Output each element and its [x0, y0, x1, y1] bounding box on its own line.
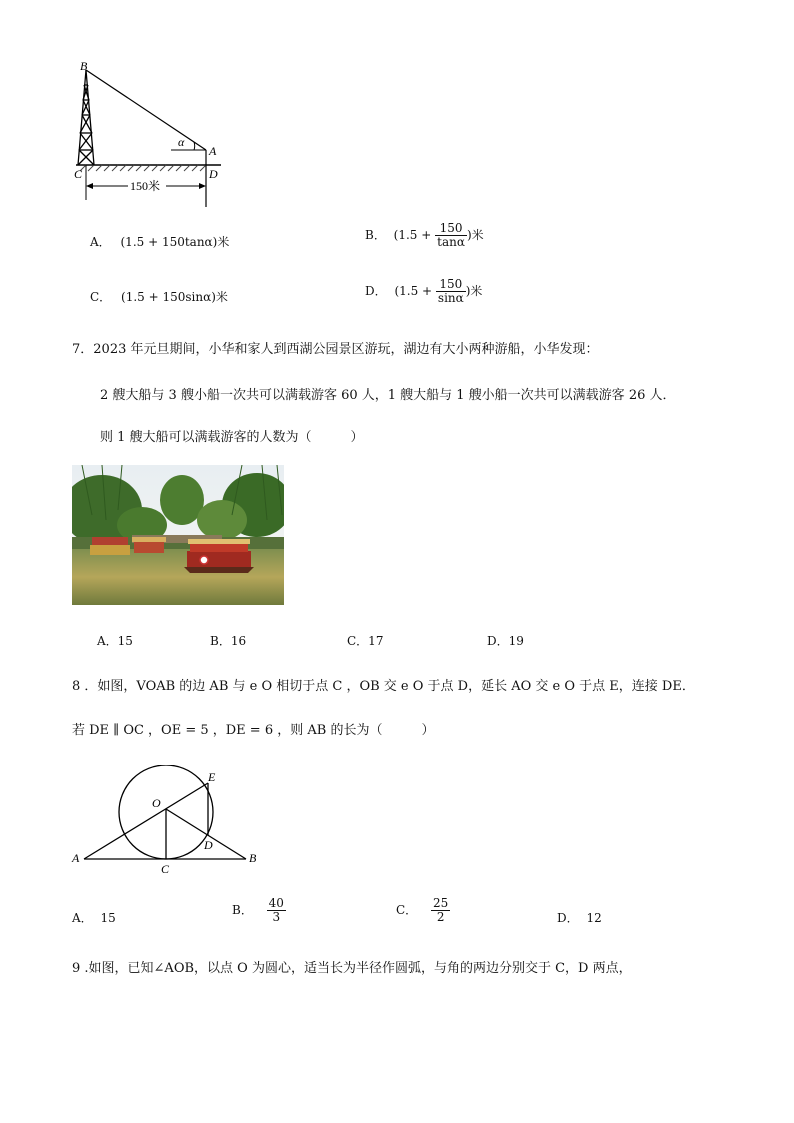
label-alpha: α [178, 135, 185, 149]
q7-option-c[interactable]: C．17 [347, 634, 384, 648]
q6-option-b-pre: (1.5 + [393, 228, 432, 242]
q8-stem: 8 ．如图，VOAB 的边 AB 与 e O 相切于点 C ，OB 交 e O 于点 D，延长 AO 交 e O 于点 E，连接 DE． [72, 679, 695, 694]
q6-option-a-letter: A． [90, 235, 111, 249]
q6-option-c-letter: C． [90, 290, 112, 304]
q8-option-c-num: 25 [433, 896, 449, 910]
q7-stem: 7．2023 年元旦期间，小华和家人到西湖公园景区游玩，湖边有大小两种游船，小华发现： [72, 342, 599, 357]
q6-option-a[interactable] [90, 233, 229, 250]
q8-option-b-num: 40 [268, 896, 284, 910]
q8-option-a-text: 15 [100, 911, 116, 925]
q8-option-c[interactable] [396, 897, 450, 924]
q6-option-a-text: (1.5 + 150tanα)米 [120, 235, 230, 249]
q6-option-d-num: 150 [439, 277, 463, 291]
q8-option-a-letter: A． [72, 911, 93, 925]
q8-option-d-text: 12 [586, 911, 602, 925]
label-C: C [74, 167, 83, 181]
q9-stem: 9 .如图，已知∠AOB，以点 O 为圆心，适当长为半径作圆弧，与角的两边分别交于 C，D 两点， [72, 961, 632, 976]
q7-option-a[interactable]: A．15 [97, 634, 133, 648]
q6-option-d-den: sinα [437, 291, 464, 305]
label-O: O [152, 796, 161, 810]
label-A: A [209, 144, 217, 158]
label-B: B [80, 59, 88, 73]
label-C: C [161, 862, 170, 876]
q6-option-b-den: tanα [437, 235, 465, 249]
q6-option-d-pre: (1.5 + [394, 284, 433, 298]
q8-option-c-den: 2 [431, 910, 450, 924]
q8-option-b[interactable] [232, 897, 286, 924]
q6-option-b[interactable] [365, 222, 484, 249]
q8-option-b-den: 3 [267, 910, 286, 924]
q6-option-c[interactable] [90, 288, 228, 305]
label-D: D [209, 167, 218, 181]
q8-option-b-letter: B． [232, 903, 253, 917]
tower-figure [66, 55, 236, 210]
q8-option-c-letter: C． [396, 903, 418, 917]
q7-option-b[interactable]: B．16 [210, 634, 247, 648]
label-D: D [204, 838, 213, 852]
q6-option-b-num: 150 [439, 221, 463, 235]
q6-option-b-letter: B． [365, 228, 386, 242]
label-distance: 150米 [130, 179, 161, 193]
circle-tangent-figure [66, 765, 266, 880]
q7-line3: 则 1 艘大船可以满载游客的人数为（ ） [100, 430, 364, 445]
q6-option-b-post: )米 [466, 228, 484, 242]
q6-option-c-text: (1.5 + 150sinα)米 [121, 290, 228, 304]
q6-option-b-fraction [435, 222, 467, 249]
q7-line2: 2 艘大船与 3 艘小船一次共可以满载游客 60 人，1 艘大船与 1 艘小船一次共可以满载游客 26 人． [100, 388, 676, 403]
q6-option-d-letter: D． [365, 284, 387, 298]
q6-option-d-fraction [436, 278, 466, 305]
q8-option-d-letter: D． [557, 911, 579, 925]
label-E: E [208, 770, 216, 784]
q8-option-d[interactable] [557, 909, 602, 926]
q8-option-b-fraction [267, 897, 286, 924]
q6-option-d-post: )米 [465, 284, 483, 298]
q8-line2: 若 DE ∥ OC ，OE = 5 ，DE = 6 ，则 AB 的长为（ ） [72, 723, 435, 738]
q8-option-a[interactable] [72, 909, 116, 926]
label-B: B [249, 851, 257, 865]
label-A: A [72, 851, 80, 865]
q8-option-c-fraction [431, 897, 450, 924]
lake-boats-photo [72, 465, 284, 605]
q7-option-d[interactable]: D．19 [487, 634, 524, 648]
q6-option-d[interactable] [365, 278, 482, 305]
